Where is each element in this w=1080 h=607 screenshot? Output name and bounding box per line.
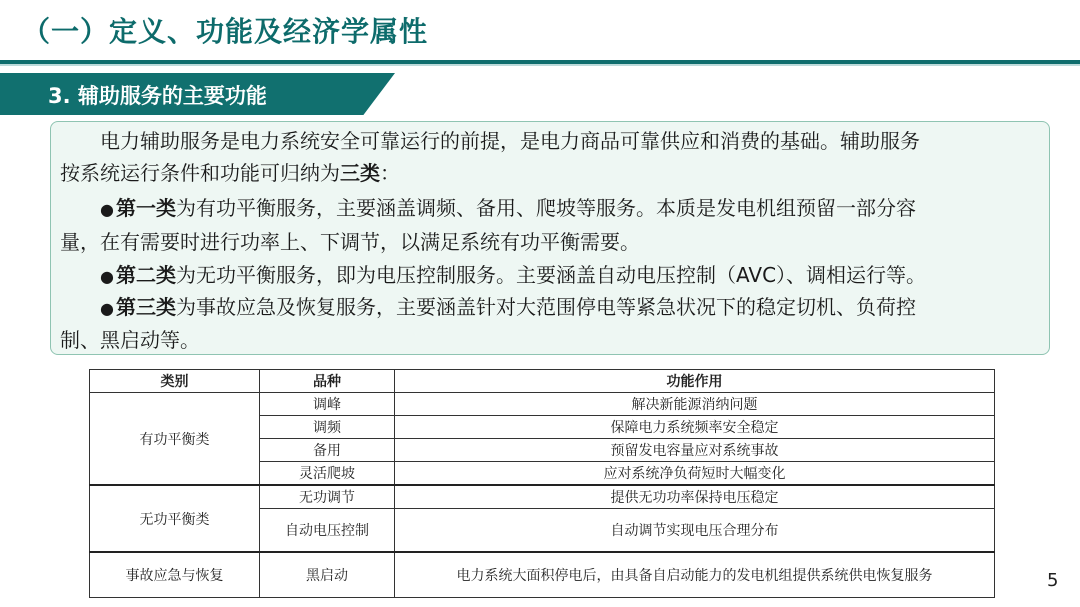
bullet-category-1: ● 第一类为有功平衡服务，主要涵盖调频、备用、爬坡等服务。本质是发电机组预留一部分容 bbox=[100, 196, 916, 220]
function-cell: 电力系统大面积停电后，由具备自启动能力的发电机组提供系统供电恢复服务 bbox=[395, 552, 995, 598]
item-cell: 调峰 bbox=[260, 393, 395, 416]
item-cell: 备用 bbox=[260, 439, 395, 462]
page-title: （一）定义、功能及经济学属性 bbox=[22, 15, 429, 48]
page-number: 5 bbox=[1047, 570, 1059, 591]
bullet-category-2: ● 第二类为无功平衡服务，即为电压控制服务。主要涵盖自动电压控制（AVC）、调相运行等。 bbox=[100, 263, 927, 287]
category-cell: 有功平衡类 bbox=[90, 393, 260, 486]
section-title: 3. 辅助服务的主要功能 bbox=[48, 84, 267, 108]
function-cell: 保障电力系统频率安全稳定 bbox=[395, 416, 995, 439]
title-divider-light bbox=[0, 64, 1080, 66]
table-row bbox=[90, 393, 995, 416]
function-cell: 应对系统净负荷短时大幅变化 bbox=[395, 462, 995, 486]
header-category: 类别 bbox=[90, 370, 260, 393]
table-row bbox=[90, 485, 995, 509]
category-cell: 事故应急与恢复 bbox=[90, 552, 260, 598]
bullet-icon: ● bbox=[100, 299, 114, 318]
bullet-category-3: ● 第三类为事故应急及恢复服务，主要涵盖针对大范围停电等紧急状况下的稳定切机、负荷控 bbox=[100, 295, 916, 319]
function-cell: 预留发电容量应对系统事故 bbox=[395, 439, 995, 462]
bullet-icon: ● bbox=[100, 200, 114, 219]
category-cell: 无功平衡类 bbox=[90, 485, 260, 552]
header-item: 品种 bbox=[260, 370, 395, 393]
function-cell: 解决新能源消纳问题 bbox=[395, 393, 995, 416]
item-cell: 自动电压控制 bbox=[260, 509, 395, 553]
table-header-row bbox=[90, 370, 995, 393]
services-table bbox=[89, 369, 995, 598]
header-function: 功能作用 bbox=[395, 370, 995, 393]
bullet-category-1-cont: 量，在有需要时进行功率上、下调节，以满足系统有功平衡需要。 bbox=[60, 230, 640, 254]
table-row bbox=[90, 552, 995, 598]
function-cell: 提供无功功率保持电压稳定 bbox=[395, 485, 995, 509]
bullet-category-3-cont: 制、黑启动等。 bbox=[60, 328, 200, 352]
three-categories-emphasis: 三类 bbox=[340, 161, 380, 185]
item-cell: 无功调节 bbox=[260, 485, 395, 509]
item-cell: 黑启动 bbox=[260, 552, 395, 598]
item-cell: 调频 bbox=[260, 416, 395, 439]
services-table-wrap bbox=[89, 369, 995, 598]
intro-paragraph-line2: 按系统运行条件和功能可归纳为三类： bbox=[60, 161, 400, 185]
function-cell: 自动调节实现电压合理分布 bbox=[395, 509, 995, 553]
intro-paragraph-line1: 电力辅助服务是电力系统安全可靠运行的前提，是电力商品可靠供应和消费的基础。辅助服务 bbox=[100, 129, 920, 153]
item-cell: 灵活爬坡 bbox=[260, 462, 395, 486]
bullet-icon: ● bbox=[100, 267, 114, 286]
